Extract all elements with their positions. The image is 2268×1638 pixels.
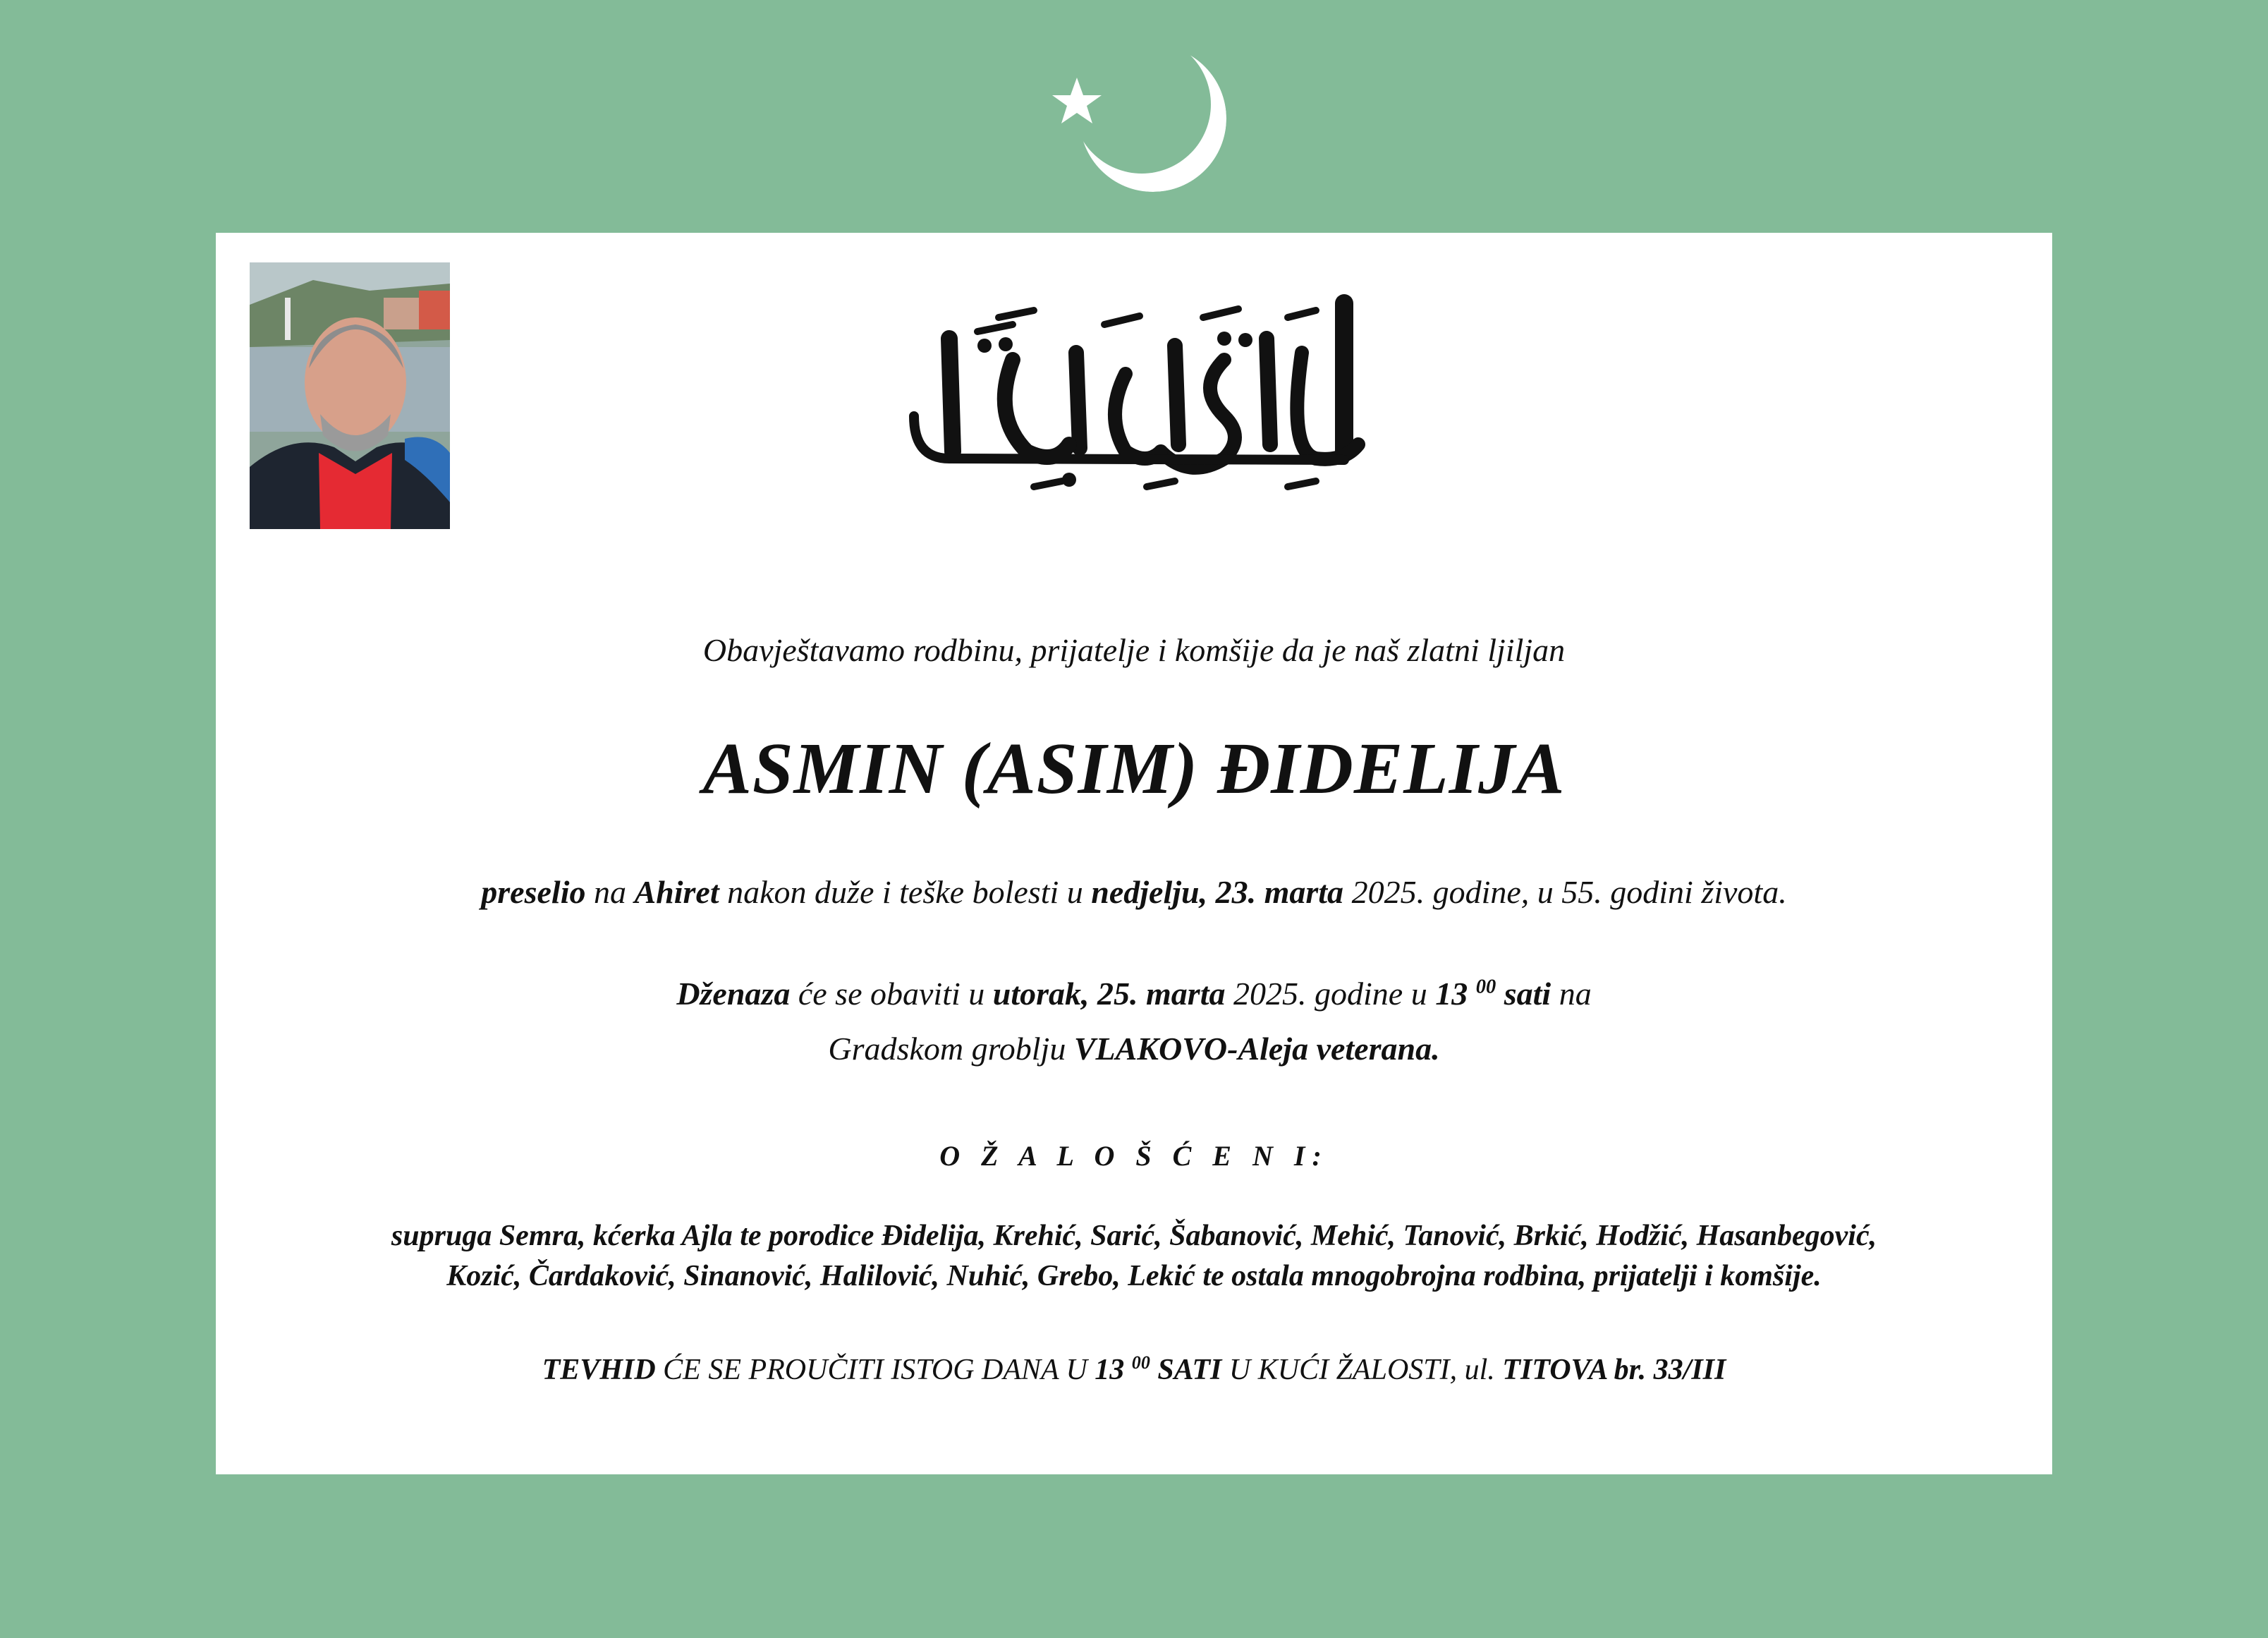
mourners-line-1: supruga Semra, kćerka Ajla te porodice Đidelija, Krehić, Sarić, Šabanović, Mehić, Tanović, Brkić, Hodžić, Hasanbegović, [391,1220,1877,1252]
deceased-name: ASMIN (ASIM) ĐIDELIJA [702,728,1566,809]
funeral-date: utorak, 25. marta [992,976,1226,1012]
funeral-unit: sati [1496,976,1551,1012]
cemetery-name: VLAKOVO-Aleja veterana. [1073,1031,1440,1067]
funeral-line-2 [216,1030,2052,1067]
deceased-photo [250,262,450,529]
funeral-minutes: 00 [1475,976,1496,998]
crescent-star-icon [1033,28,1245,212]
arabic-calligraphy [893,275,1386,501]
tevhid-hour: 13 [1095,1354,1125,1386]
death-text-3: 2025. godine, u 55. godini života. [1343,874,1787,910]
death-notice [216,873,2052,911]
tevhid-notice [216,1353,2052,1387]
death-text-1: na [585,874,635,910]
tevhid-text-1: ĆE SE PROUČITI ISTOG DANA U [655,1354,1095,1386]
tevhid-text-2: U KUĆI ŽALOSTI, ul. [1221,1354,1503,1386]
funeral-word: Dženaza [676,976,791,1012]
funeral-text-3: na [1551,976,1592,1012]
mourners-heading: O Ž A L O Š Ć E N I: [939,1140,1329,1172]
mourners-line-2: Kozić, Čardaković, Sinanović, Halilović, Nuhić, Grebo, Lekić te ostala mnogobrojna rodbina, prijatelji i komšije. [446,1260,1822,1292]
tevhid-unit: SATI [1150,1354,1222,1386]
obituary-card [216,233,2052,1474]
death-date: nedjelju, 23. marta [1091,874,1344,910]
intro-text: Obavještavamo rodbinu, prijatelje i komšije da je naš zlatni ljiljan [702,632,1566,668]
funeral-line-1 [216,975,2052,1012]
death-verb: preselio [481,874,586,910]
funeral-text-4: Gradskom groblju [828,1031,1074,1067]
tevhid-minutes: 00 [1131,1352,1150,1373]
death-text-2: nakon duže i teške bolesti u [719,874,1092,910]
funeral-text-2: 2025. godine u [1225,976,1436,1012]
tevhid-address: TITOVA br. 33/III [1502,1354,1726,1386]
tevhid-word: TEVHID [542,1354,656,1386]
death-place: Ahiret [634,874,719,910]
funeral-text-1: će se obaviti u [790,976,993,1012]
funeral-hour: 13 [1435,976,1468,1012]
